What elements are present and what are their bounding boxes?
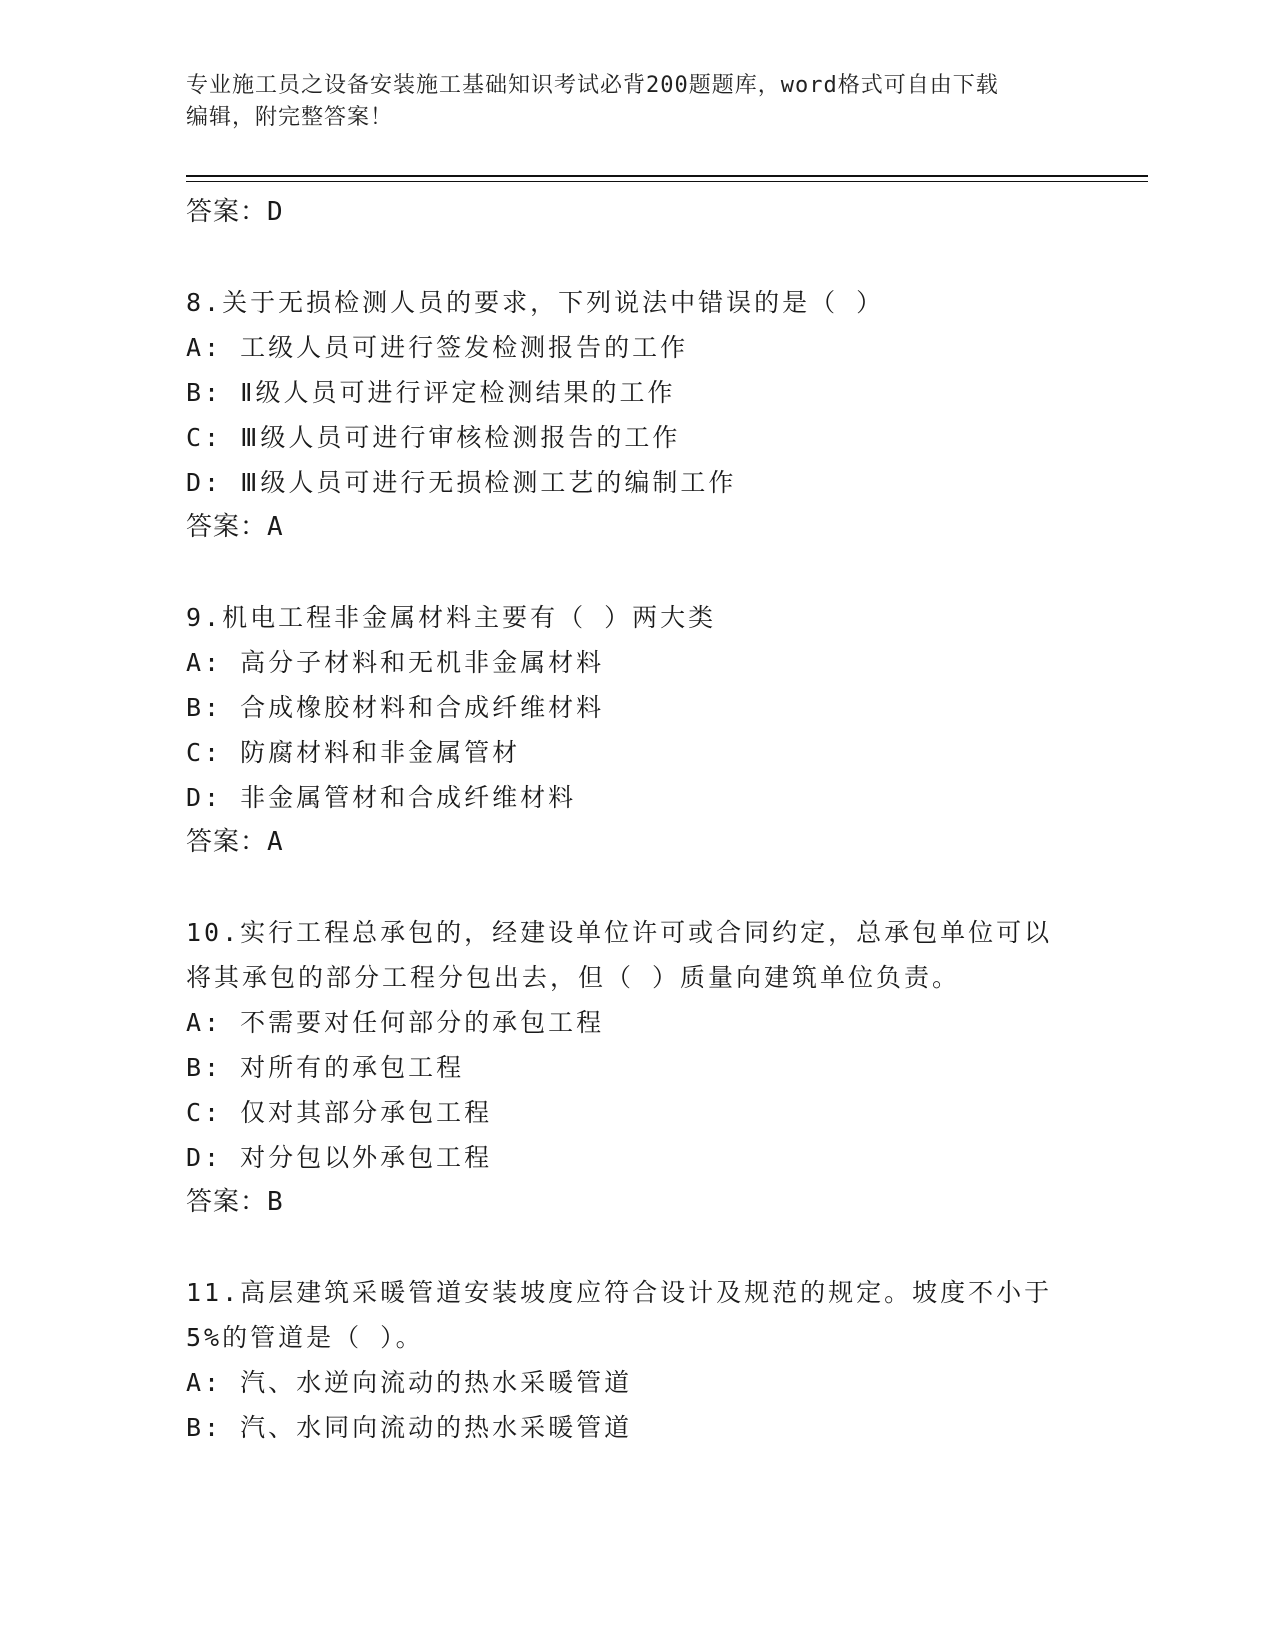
spacer <box>186 235 1086 280</box>
answer-label: 答案： <box>186 197 268 227</box>
answer-label: 答案： <box>186 1187 268 1217</box>
header-divider-thick <box>186 175 1148 177</box>
option-d: D: 非金属管材和合成纤维材料 <box>186 783 577 812</box>
question-9 <box>186 595 1086 865</box>
header-line-2: 编辑，附完整答案！ <box>186 105 394 130</box>
question-stem-line-1: 10.实行工程总承包的，经建设单位许可或合同约定，总承包单位可以 <box>186 918 1053 947</box>
question-stem-line-2: 5%的管道是（ ）。 <box>186 1323 424 1352</box>
question-answer <box>186 820 1086 865</box>
spacer <box>186 550 1086 595</box>
option-d: D: Ⅲ级人员可进行无损检测工艺的编制工作 <box>186 468 737 497</box>
option-c: C: 仅对其部分承包工程 <box>186 1098 493 1127</box>
option-c: C: Ⅲ级人员可进行审核检测报告的工作 <box>186 423 681 452</box>
question-8 <box>186 280 1086 550</box>
answer-value: A <box>267 512 284 542</box>
answer-value: D <box>267 197 284 227</box>
option-d: D: 对分包以外承包工程 <box>186 1143 493 1172</box>
option-b: B: 合成橡胶材料和合成纤维材料 <box>186 693 605 722</box>
question-answer <box>186 505 1086 550</box>
question-stem-line-1: 11.高层建筑采暖管道安装坡度应符合设计及规范的规定。坡度不小于 <box>186 1278 1053 1307</box>
option-a: A: 汽、水逆向流动的热水采暖管道 <box>186 1368 633 1397</box>
question-stem: 8.关于无损检测人员的要求，下列说法中错误的是（ ） <box>186 288 885 317</box>
header-divider-thin <box>186 181 1148 182</box>
answer-value: B <box>267 1187 284 1217</box>
previous-answer <box>186 190 1086 235</box>
option-b: B: Ⅱ级人员可进行评定检测结果的工作 <box>186 378 676 407</box>
option-a: A: 不需要对任何部分的承包工程 <box>186 1008 605 1037</box>
spacer <box>186 1225 1086 1270</box>
answer-value: A <box>267 827 284 857</box>
option-a: A: 工级人员可进行签发检测报告的工作 <box>186 333 689 362</box>
question-list <box>186 190 1086 1450</box>
spacer <box>186 865 1086 910</box>
option-a: A: 高分子材料和无机非金属材料 <box>186 648 605 677</box>
answer-label: 答案： <box>186 512 268 542</box>
answer-label: 答案： <box>186 827 268 857</box>
question-stem: 9.机电工程非金属材料主要有（ ）两大类 <box>186 603 717 632</box>
option-b: B: 对所有的承包工程 <box>186 1053 465 1082</box>
option-c: C: 防腐材料和非金属管材 <box>186 738 521 767</box>
header-line-1: 专业施工员之设备安装施工基础知识考试必背200题题库，word格式可自由下载 <box>186 73 999 98</box>
question-answer <box>186 1180 1086 1225</box>
question-11 <box>186 1270 1086 1450</box>
document-header <box>186 70 1066 134</box>
option-b: B: 汽、水同向流动的热水采暖管道 <box>186 1413 633 1442</box>
question-10 <box>186 910 1086 1225</box>
question-stem-line-2: 将其承包的部分工程分包出去，但（ ）质量向建筑单位负责。 <box>186 963 961 992</box>
